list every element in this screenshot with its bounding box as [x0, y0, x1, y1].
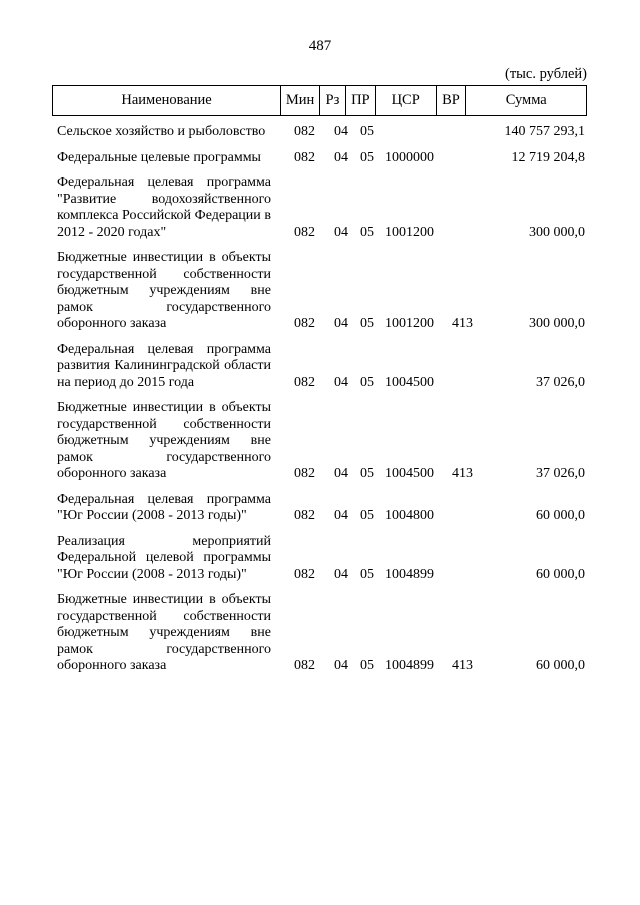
row-rz: 04: [334, 224, 348, 240]
row-name: Сельское хозяйство и рыболовство: [57, 124, 266, 139]
row-name: Бюджетные инвестиции в объекты государственной собственности бюджетным учреждениям вне рамок государственного оборонного заказа: [57, 250, 271, 331]
row-min: 082: [294, 658, 315, 673]
row-pr: 05: [360, 466, 374, 481]
header-vr: ВР: [436, 86, 466, 115]
row-pr: 05: [360, 566, 374, 582]
row-min: 082: [294, 224, 315, 240]
row-sum: 140 757 293,1: [504, 124, 585, 139]
row-sum: 300 000,0: [529, 224, 585, 240]
row-sum: 60 000,0: [536, 658, 585, 673]
header-rz: Рз: [319, 86, 345, 115]
row-name: Федеральные целевые программы: [57, 149, 261, 165]
row-rz: 04: [334, 374, 348, 390]
row-pr: 05: [360, 224, 374, 240]
row-csr: 1004500: [385, 466, 434, 481]
row-vr: 413: [452, 658, 473, 673]
row-vr: 413: [452, 466, 473, 481]
header-csr: ЦСР: [375, 86, 436, 115]
row-pr: 05: [360, 124, 374, 139]
table-row: [52, 592, 587, 675]
table-row: [52, 250, 587, 333]
row-name: Реализация мероприятий Федеральной целевой программы "Юг России (2008 - 2013 годы)": [57, 533, 271, 582]
row-pr: 05: [360, 149, 374, 165]
row-name: Федеральная целевая программа развития Калининградской области на период до 2015 года: [57, 341, 271, 390]
row-rz: 04: [334, 316, 348, 331]
row-min: 082: [294, 316, 315, 331]
row-rz: 04: [334, 149, 348, 165]
page-number: 487: [308, 38, 332, 54]
row-csr: 1004500: [385, 374, 434, 390]
table-body: [52, 124, 587, 684]
row-sum: 60 000,0: [536, 566, 585, 582]
row-name: Бюджетные инвестиции в объекты государственной собственности бюджетным учреждениям вне рамок государственного оборонного заказа: [57, 592, 271, 673]
row-min: 082: [294, 124, 315, 139]
table-row: [52, 492, 587, 525]
row-sum: 60 000,0: [536, 508, 585, 523]
row-rz: 04: [334, 566, 348, 582]
row-pr: 05: [360, 374, 374, 390]
table-row: [52, 124, 587, 141]
row-sum: 300 000,0: [529, 316, 585, 331]
row-csr: 1000000: [385, 149, 434, 165]
table-header: [52, 85, 587, 116]
table-row: [52, 534, 587, 584]
row-rz: 04: [334, 508, 348, 523]
row-rz: 04: [334, 658, 348, 673]
row-min: 082: [294, 566, 315, 582]
table-row: [52, 150, 587, 167]
row-sum: 37 026,0: [536, 466, 585, 481]
row-min: 082: [294, 466, 315, 481]
table-row: [52, 175, 587, 241]
row-vr: 413: [452, 316, 473, 331]
row-csr: 1004800: [385, 508, 434, 523]
header-name: Наименование: [121, 92, 212, 108]
row-pr: 05: [360, 316, 374, 331]
row-name: Федеральная целевая программа "Юг России (2008 - 2013 годы)": [57, 491, 271, 523]
row-csr: 1004899: [385, 566, 434, 582]
row-pr: 05: [360, 658, 374, 673]
row-rz: 04: [334, 124, 348, 139]
table-row: [52, 400, 587, 483]
row-rz: 04: [334, 466, 348, 481]
row-csr: 1001200: [385, 316, 434, 331]
row-pr: 05: [360, 508, 374, 523]
row-min: 082: [294, 374, 315, 390]
header-pr: ПР: [345, 86, 375, 115]
row-min: 082: [294, 508, 315, 523]
row-min: 082: [294, 149, 315, 165]
header-sum: Сумма: [465, 86, 586, 115]
row-sum: 37 026,0: [536, 374, 585, 390]
row-csr: 1001200: [385, 224, 434, 240]
table-row: [52, 342, 587, 392]
row-name: Федеральная целевая программа "Развитие водохозяйственного комплекса Российской Федерации в 2012 - 2020 годах": [57, 175, 271, 240]
units-label: (тыс. рублей): [505, 66, 587, 82]
row-sum: 12 719 204,8: [511, 149, 585, 165]
row-csr: 1004899: [385, 658, 434, 673]
header-min: Мин: [280, 86, 319, 115]
row-name: Бюджетные инвестиции в объекты государственной собственности бюджетным учреждениям вне рамок государственного оборонного заказа: [57, 400, 271, 481]
